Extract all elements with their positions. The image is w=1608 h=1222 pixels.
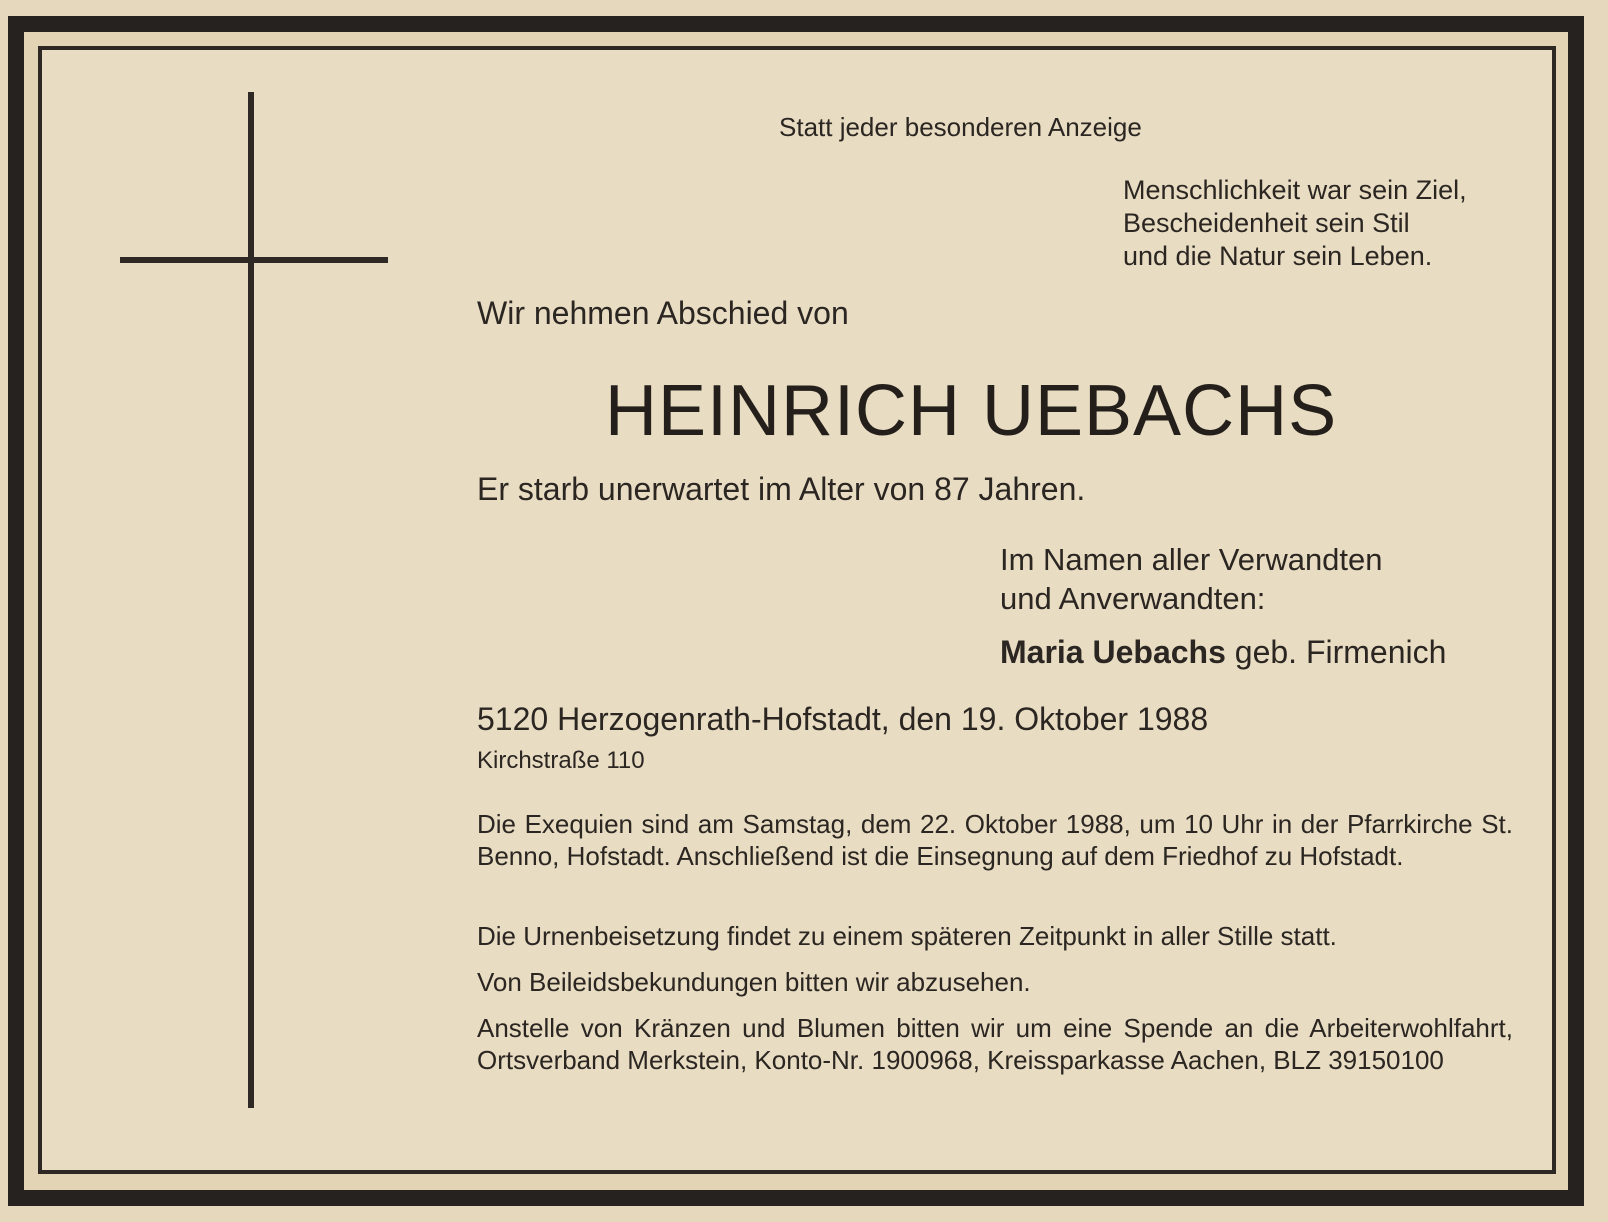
notice-header: Statt jeder besonderen Anzeige bbox=[779, 112, 1142, 142]
widow-line bbox=[1000, 633, 1446, 671]
cross-vertical-bar bbox=[248, 92, 254, 1108]
urnen-paragraph: Die Urnenbeisetzung findet zu einem späteren Zeitpunkt in aller Stille statt. bbox=[477, 921, 1337, 951]
cross-horizontal-bar bbox=[120, 257, 388, 263]
deceased-name: HEINRICH UEBACHS bbox=[605, 371, 1338, 451]
motto-quote bbox=[1123, 174, 1543, 273]
signatory-line: und Anverwandten: bbox=[1000, 581, 1266, 616]
motto-line: Menschlichkeit war sein Ziel, bbox=[1123, 175, 1467, 205]
motto-line: und die Natur sein Leben. bbox=[1123, 241, 1433, 271]
place-date: 5120 Herzogenrath-Hofstadt, den 19. Oktober 1988 bbox=[477, 701, 1209, 737]
exequien-paragraph: Die Exequien sind am Samstag, dem 22. Oktober 1988, um 10 Uhr in der Pfarrkirche St. Benno, Hofstadt. Anschließend ist die Einsegnung auf dem Friedhof zu Hofstadt. bbox=[477, 809, 1513, 871]
signatories bbox=[1000, 540, 1540, 618]
beileid-paragraph: Von Beileidsbekundungen bitten wir abzusehen. bbox=[477, 967, 1031, 997]
spende-paragraph: Anstelle von Kränzen und Blumen bitten wir um eine Spende an die Arbeiterwohlfahrt, Ortsverband Merkstein, Konto-Nr. 1900968, Kreissparkasse Aachen, BLZ 39150100 bbox=[477, 1013, 1513, 1075]
widow-name: Maria Uebachs bbox=[1000, 634, 1226, 670]
motto-line: Bescheidenheit sein Stil bbox=[1123, 208, 1410, 238]
street-address: Kirchstraße 110 bbox=[477, 747, 645, 774]
widow-maiden-name: geb. Firmenich bbox=[1225, 634, 1447, 670]
intro-text: Wir nehmen Abschied von bbox=[477, 295, 849, 331]
signatory-line: Im Namen aller Verwandten bbox=[1000, 542, 1383, 577]
death-statement: Er starb unerwartet im Alter von 87 Jahren. bbox=[477, 471, 1086, 507]
